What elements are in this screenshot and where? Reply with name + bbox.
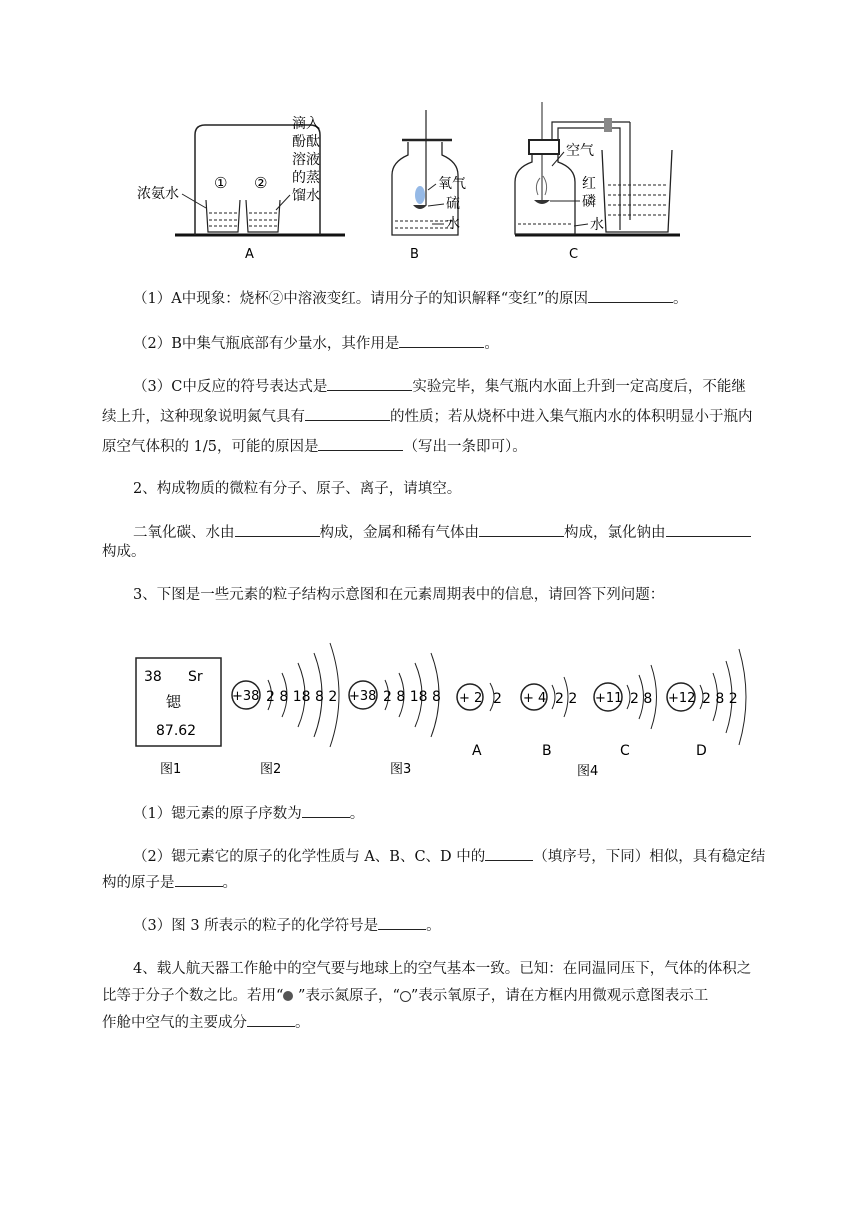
- phenolphthalein-label-4: 的蒸: [292, 170, 320, 186]
- fig4-d-nucleus: +12: [668, 691, 696, 706]
- experiment-c: [515, 102, 680, 262]
- experiment-figure: [137, 100, 690, 270]
- q1-part1: （1）A中现象：烧杯②中溶液变红。请用分子的知识解释“变红”的原因 。: [133, 284, 733, 314]
- fig4-d-label: D: [696, 743, 707, 759]
- answer-blank[interactable]: [247, 1011, 295, 1027]
- phenolphthalein-label-5: 馏水: [292, 188, 320, 204]
- answer-blank[interactable]: [175, 871, 223, 887]
- fig4-atom-a: [457, 683, 502, 759]
- answer-blank[interactable]: [666, 521, 751, 537]
- answer-blank[interactable]: [302, 802, 350, 818]
- fig4-b-nucleus: + 4: [523, 691, 547, 706]
- fig4-a-nucleus: + 2: [459, 691, 483, 706]
- fig4-atom-b: [521, 677, 577, 759]
- phenolphthalein-label-2: 酚酞: [292, 134, 320, 150]
- answer-blank[interactable]: [235, 521, 320, 537]
- water-label-c: 水: [590, 217, 604, 233]
- oxygen-label: 氧气: [438, 176, 466, 192]
- q1-part3-line1: （3）C中反应的符号表达式是 实验完毕，集气瓶内水面上升到一定高度后，不能继: [133, 372, 733, 402]
- element-name: 锶: [166, 693, 182, 711]
- experiment-a-caption: A: [245, 247, 254, 262]
- fig4-a-label: A: [472, 743, 482, 759]
- phenolphthalein-label-1: 滴入: [292, 116, 320, 132]
- q1-part2: （2）B中集气瓶底部有少量水，其作用是 。: [133, 329, 733, 359]
- q4-line3: 作舱中空气的主要成分 。: [102, 1008, 310, 1038]
- q4-line2: 比等于分子个数之比。若用“ ”表示氮原子，“ ”表示氧原子，请在方框内用微观示意图表示工: [102, 988, 709, 1004]
- answer-blank[interactable]: [327, 375, 412, 391]
- answer-blank[interactable]: [378, 914, 426, 930]
- oxygen-atom-icon: [400, 991, 411, 1002]
- experiment-c-caption: C: [569, 247, 579, 262]
- fig4-a-shells: 2: [493, 691, 502, 707]
- caption-fig2: 图2: [260, 762, 282, 777]
- fig3-ion-diagram: [349, 653, 441, 737]
- fig2-shells: 2 8 18 8 2: [266, 689, 338, 705]
- fig2-nucleus: +38: [232, 689, 260, 704]
- fig4-b-label: B: [542, 743, 552, 759]
- answer-blank[interactable]: [479, 521, 564, 537]
- caption-fig1: 图1: [160, 762, 182, 777]
- answer-blank[interactable]: [485, 845, 533, 861]
- phenolphthalein-label-3: 溶液: [292, 152, 320, 168]
- caption-fig4: 图4: [577, 764, 599, 779]
- answer-blank[interactable]: [399, 332, 484, 348]
- fig4-atom-d: [667, 649, 746, 759]
- atomic-number: 38: [144, 669, 162, 685]
- ammonia-label: 浓氨水: [137, 186, 179, 202]
- q3-part3: （3）图 3 所表示的粒子的化学符号是 。: [133, 911, 733, 941]
- answer-blank[interactable]: [305, 405, 390, 421]
- beaker-1-label: ①: [214, 174, 228, 192]
- q2-title: 2、构成物质的微粒有分子、原子、离子，请填空。: [133, 481, 462, 497]
- air-label: 空气: [566, 143, 594, 159]
- caption-fig3: 图3: [390, 762, 412, 777]
- experiment-b: [392, 110, 466, 262]
- fig4-b-shells: 2 2: [555, 691, 578, 707]
- red-phosphorus-label-2: 磷: [582, 194, 596, 210]
- element-symbol: Sr: [188, 669, 203, 685]
- beaker-2-label: ②: [254, 174, 268, 192]
- fig4-atom-c: [594, 665, 657, 759]
- atomic-mass: 87.62: [156, 723, 197, 739]
- red-phosphorus-label-1: 红: [582, 176, 596, 192]
- nitrogen-atom-icon: [283, 991, 293, 1001]
- fig2-atom-diagram: [232, 643, 339, 747]
- q2-line1: 二氧化碳、水由 构成，金属和稀有气体由 构成，氯化钠由: [133, 518, 733, 548]
- experiment-b-caption: B: [410, 247, 419, 262]
- atomic-structure-figure: [130, 625, 760, 780]
- answer-blank[interactable]: [318, 435, 403, 451]
- q3-part2-line1: （2）锶元素它的原子的化学性质与 A、B、C、D 中的 （填序号，下同）相似，具有稳定结: [133, 842, 733, 872]
- q3-title: 3、下图是一些元素的粒子结构示意图和在元素周期表中的信息，请回答下列问题：: [133, 587, 665, 603]
- q1-part3-line3: 原空气体积的 1/5，可能的原因是 （写出一条即可）。: [102, 432, 527, 462]
- fig3-nucleus: +38: [349, 689, 377, 704]
- fig4-c-shells: 2 8: [630, 691, 653, 707]
- water-label-b: 水: [446, 216, 460, 232]
- fig4-c-label: C: [620, 743, 630, 759]
- q2-line2: 构成。: [102, 544, 146, 560]
- answer-blank[interactable]: [588, 287, 673, 303]
- fig4-d-shells: 2 8 2: [702, 691, 738, 707]
- q3-part1: （1）锶元素的原子序数为 。: [133, 799, 733, 829]
- fig4-c-nucleus: +11: [595, 691, 623, 706]
- fig3-shells: 2 8 18 8: [383, 689, 441, 705]
- q4-line1: 4、载人航天器工作舱中的空气要与地球上的空气基本一致。已知：在同温同压下，气体的体积之: [133, 961, 752, 977]
- q3-part2-line2: 构的原子是 。: [102, 868, 237, 898]
- q1-part3-line2: 续上升，这种现象说明氮气具有 的性质；若从烧杯中进入集气瓶内水的体积明显小于瓶内: [102, 402, 753, 432]
- experiment-a: [137, 116, 345, 262]
- periodic-table-cell: [136, 658, 221, 746]
- sulfur-label: 硫: [446, 196, 460, 212]
